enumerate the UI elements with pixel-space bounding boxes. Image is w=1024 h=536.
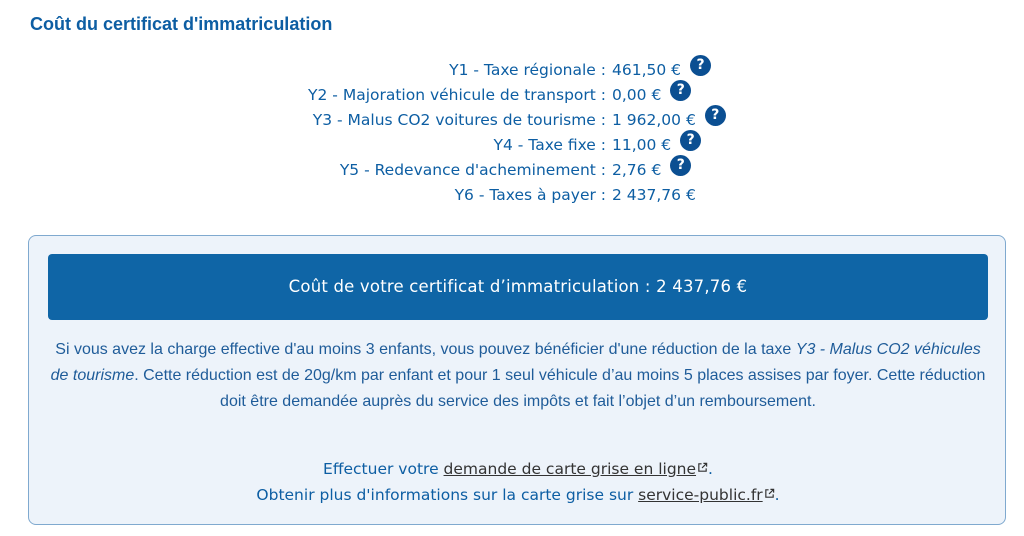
line-suffix: . bbox=[774, 486, 780, 504]
tax-label: Y1 - Taxe régionale : bbox=[449, 61, 606, 79]
total-cost-banner: Coût de votre certificat d’immatriculation : 2 437,76 € bbox=[48, 254, 988, 320]
tax-row-y5 bbox=[0, 158, 1024, 183]
question-circle-icon[interactable]: ? bbox=[705, 105, 726, 126]
info-links bbox=[47, 456, 989, 508]
tax-row-y4 bbox=[0, 133, 1024, 158]
more-info-line bbox=[47, 482, 989, 508]
question-circle-icon[interactable]: ? bbox=[670, 155, 691, 176]
page-title: Coût du certificat d'immatriculation bbox=[30, 14, 333, 34]
notice-emphasis: Y3 - Malus CO2 véhicules de tourisme bbox=[50, 341, 981, 384]
tax-row-y1 bbox=[0, 58, 1024, 83]
service-public-link[interactable] bbox=[638, 486, 775, 504]
question-circle-icon[interactable]: ? bbox=[680, 130, 701, 151]
line-prefix: Obtenir plus d'informations sur la carte grise sur bbox=[256, 486, 639, 504]
external-link-icon bbox=[764, 488, 775, 499]
tax-row-y3 bbox=[0, 108, 1024, 133]
notice-text: . Cette réduction est de 20g/km par enfant et pour 1 seul véhicule d’au moins 5 places assises par foyer. Cette réduction doit être demandée auprès du service des impôts et fait l’objet d’un remboursement. bbox=[134, 367, 986, 410]
tax-value: 461,50 € ? bbox=[612, 58, 711, 83]
tax-label: Y6 - Taxes à payer : bbox=[454, 186, 606, 204]
tax-label: Y2 - Majoration véhicule de transport : bbox=[308, 86, 606, 104]
online-registration-link[interactable] bbox=[444, 460, 709, 478]
tax-label: Y4 - Taxe fixe : bbox=[493, 136, 606, 154]
link-text[interactable]: demande de carte grise en ligne bbox=[443, 460, 697, 478]
reduction-notice bbox=[47, 337, 989, 415]
tax-value: 0,00 € ? bbox=[612, 83, 691, 108]
summary-box bbox=[28, 235, 1006, 525]
tax-value: 2,76 € ? bbox=[612, 158, 691, 183]
tax-value: 11,00 € ? bbox=[612, 133, 701, 158]
online-request-line bbox=[47, 456, 989, 482]
tax-value: 2 437,76 € bbox=[612, 186, 696, 204]
tax-value: 1 962,00 € ? bbox=[612, 108, 726, 133]
tax-label: Y5 - Redevance d'acheminement : bbox=[339, 161, 606, 179]
question-circle-icon[interactable]: ? bbox=[670, 80, 691, 101]
tax-row-y6 bbox=[0, 183, 1024, 208]
external-link-icon bbox=[697, 462, 708, 473]
tax-label: Y3 - Malus CO2 voitures de tourisme : bbox=[312, 111, 606, 129]
question-circle-icon[interactable]: ? bbox=[690, 55, 711, 76]
tax-breakdown-list bbox=[0, 58, 1024, 208]
tax-row-y2 bbox=[0, 83, 1024, 108]
notice-text: Si vous avez la charge effective d'au moins 3 enfants, vous pouvez bénéficier d'une réduction de la taxe bbox=[55, 341, 796, 358]
line-prefix: Effectuer votre bbox=[323, 460, 444, 478]
line-suffix: . bbox=[708, 460, 713, 478]
link-text[interactable]: service-public.fr bbox=[638, 486, 763, 504]
